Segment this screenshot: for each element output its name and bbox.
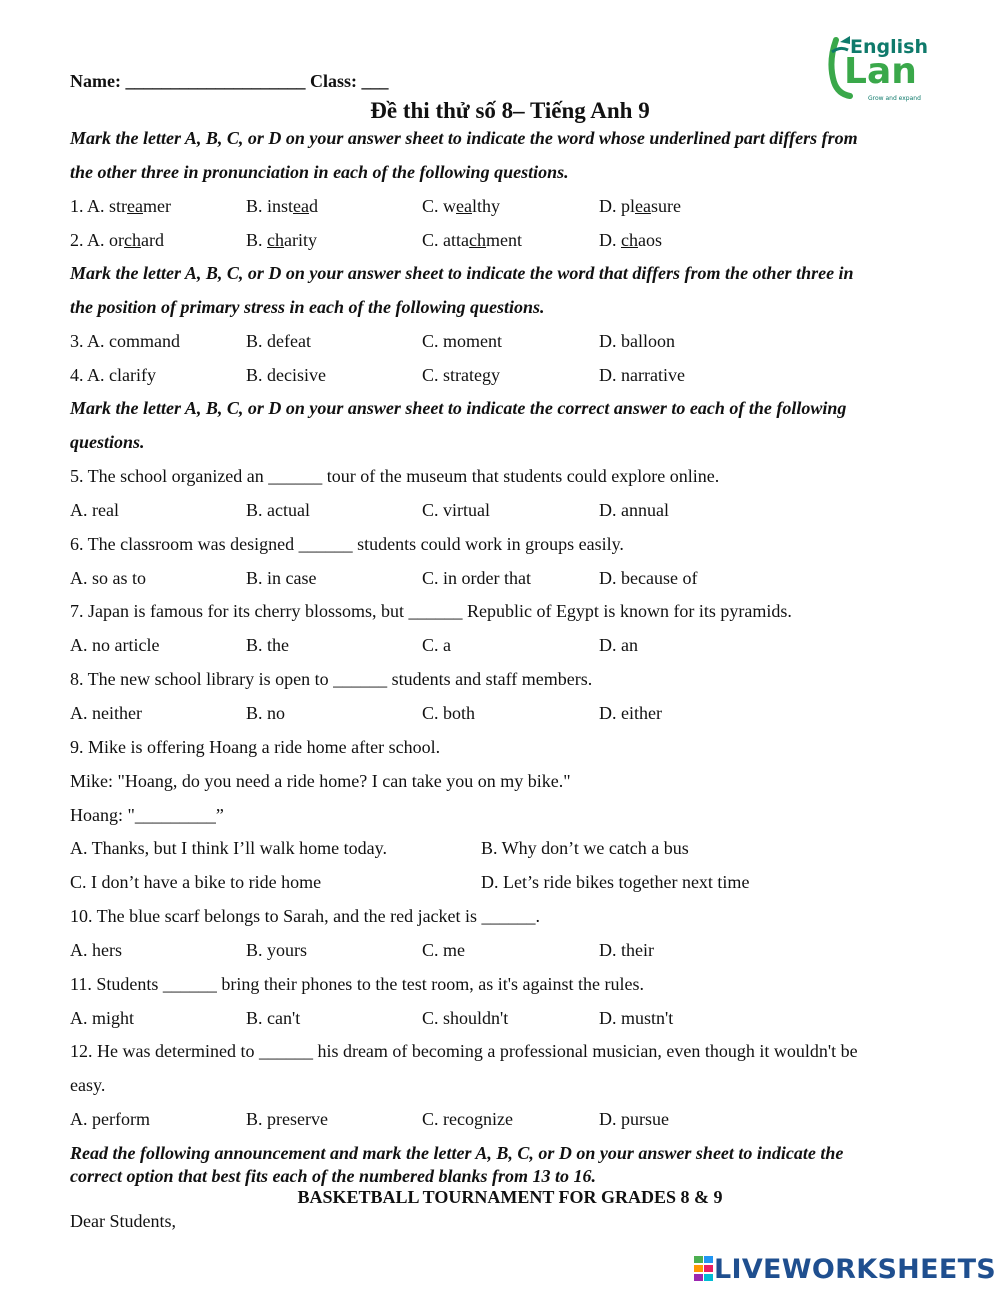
q2-option-d[interactable]: D. chaos — [599, 230, 662, 250]
q8-option-c[interactable]: C. both — [422, 703, 476, 723]
question-6-stem: 6. The classroom was designed ______ students could work in groups easily. — [70, 534, 624, 554]
q7-option-b[interactable]: B. the — [246, 635, 289, 655]
q3-option-b[interactable]: B. defeat — [246, 331, 311, 351]
question-9-mike-line: Mike: "Hoang, do you need a ride home? I can take you on my bike." — [70, 771, 571, 791]
q11-option-c[interactable]: C. shouldn't — [422, 1008, 509, 1028]
q6-option-b[interactable]: B. in case — [246, 568, 317, 588]
question-10-options — [70, 940, 940, 960]
question-9-hoang-line: Hoang: "_________” — [70, 805, 224, 825]
q5-option-c[interactable]: C. virtual — [422, 500, 490, 520]
q4-option-c[interactable]: C. strategy — [422, 365, 500, 385]
instruction-stress-2: the position of primary stress in each of the following questions. — [70, 297, 545, 317]
q3-option-c[interactable]: C. moment — [422, 331, 502, 351]
announcement-title: BASKETBALL TOURNAMENT FOR GRADES 8 & 9 — [297, 1187, 723, 1207]
q7-option-d[interactable]: D. an — [599, 635, 638, 655]
q7-option-a[interactable]: A. no article — [70, 635, 160, 655]
instruction-pronunciation-1: Mark the letter A, B, C, or D on your answer sheet to indicate the word whose underlined part differs from — [70, 128, 858, 148]
logo-english-text: English — [850, 36, 928, 58]
question-11-options — [70, 1008, 940, 1028]
question-9-stem: 9. Mike is offering Hoang a ride home after school. — [70, 737, 441, 757]
instruction-reading-2: correct option that best fits each of the numbered blanks from 13 to 16. — [70, 1166, 597, 1186]
question-10-stem: 10. The blue scarf belongs to Sarah, and the red jacket is ______. — [70, 906, 541, 926]
question-12-stem-1: 12. He was determined to ______ his dream of becoming a professional musician, even though it wouldn't be — [70, 1041, 858, 1061]
q10-option-d[interactable]: D. their — [599, 940, 654, 960]
q1-option-d[interactable]: D. pleasure — [599, 196, 681, 216]
q10-option-a[interactable]: A. hers — [70, 940, 122, 960]
q1-option-a[interactable]: 1. A. streamer — [70, 196, 171, 216]
q12-option-a[interactable]: A. perform — [70, 1109, 150, 1129]
question-12-stem-2: easy. — [70, 1075, 106, 1095]
q2-option-c[interactable]: C. attachment — [422, 230, 522, 250]
q8-option-a[interactable]: A. neither — [70, 703, 142, 723]
question-7-stem: 7. Japan is famous for its cherry blossoms, but ______ Republic of Egypt is known for its pyramids. — [70, 601, 792, 621]
logo-tagline: Grow and expand — [868, 95, 921, 102]
q4-option-b[interactable]: B. decisive — [246, 365, 326, 385]
q4-option-d[interactable]: D. narrative — [599, 365, 685, 385]
liveworksheets-brand[interactable] — [694, 1254, 996, 1284]
q7-option-c[interactable]: C. a — [422, 635, 451, 655]
q6-option-c[interactable]: C. in order that — [422, 568, 531, 588]
liveworksheets-logo-icon — [694, 1256, 714, 1282]
question-5-stem: 5. The school organized an ______ tour of the museum that students could explore online. — [70, 466, 720, 486]
english-lan-logo — [826, 32, 926, 104]
q10-option-c[interactable]: C. me — [422, 940, 465, 960]
q11-option-d[interactable]: D. mustn't — [599, 1008, 674, 1028]
q4-option-a[interactable]: 4. A. clarify — [70, 365, 156, 385]
logo-lan-text: Lan — [844, 51, 917, 92]
q5-option-a[interactable]: A. real — [70, 500, 119, 520]
question-8-options — [70, 703, 940, 723]
question-8-stem: 8. The new school library is open to ______ students and staff members. — [70, 669, 593, 689]
question-9-options-row2 — [70, 872, 940, 892]
q5-option-d[interactable]: D. annual — [599, 500, 669, 520]
instruction-pronunciation-2: the other three in pronunciation in each of the following questions. — [70, 162, 569, 182]
q8-option-b[interactable]: B. no — [246, 703, 286, 723]
q3-option-a[interactable]: 3. A. command — [70, 331, 180, 351]
q9-option-b[interactable]: B. Why don’t we catch a bus — [481, 838, 689, 858]
question-1-options — [70, 196, 940, 216]
q3-option-d[interactable]: D. balloon — [599, 331, 675, 351]
question-11-stem: 11. Students ______ bring their phones to the test room, as it's against the rules. — [70, 974, 645, 994]
page-title: Đề thi thử số 8– Tiếng Anh 9 — [370, 98, 650, 123]
q10-option-b[interactable]: B. yours — [246, 940, 308, 960]
question-12-options — [70, 1109, 940, 1129]
question-3-options — [70, 331, 940, 351]
q8-option-d[interactable]: D. either — [599, 703, 662, 723]
q2-option-a[interactable]: 2. A. orchard — [70, 230, 164, 250]
question-4-options — [70, 365, 940, 385]
q12-option-c[interactable]: C. recognize — [422, 1109, 513, 1129]
name-class-line: Name: ____________________ Class: ___ — [70, 71, 389, 91]
q11-option-b[interactable]: B. can't — [246, 1008, 301, 1028]
q1-option-c[interactable]: C. wealthy — [422, 196, 501, 216]
instruction-grammar-1: Mark the letter A, B, C, or D on your answer sheet to indicate the correct answer to each of the following — [70, 398, 847, 418]
q6-option-d[interactable]: D. because of — [599, 568, 698, 588]
q9-option-a[interactable]: A. Thanks, but I think I’ll walk home today. — [70, 838, 387, 858]
q2-option-b[interactable]: B. charity — [246, 230, 318, 250]
question-6-options — [70, 568, 940, 588]
question-9-options-row1 — [70, 838, 940, 858]
q9-option-d[interactable]: D. Let’s ride bikes together next time — [481, 872, 750, 892]
q11-option-a[interactable]: A. might — [70, 1008, 135, 1028]
q12-option-d[interactable]: D. pursue — [599, 1109, 669, 1129]
q9-option-c[interactable]: C. I don’t have a bike to ride home — [70, 872, 322, 892]
q1-option-b[interactable]: B. instead — [246, 196, 318, 216]
instruction-stress-1: Mark the letter A, B, C, or D on your answer sheet to indicate the word that differs from the other three in — [70, 263, 854, 283]
question-2-options — [70, 230, 940, 250]
q6-option-a[interactable]: A. so as to — [70, 568, 146, 588]
question-7-options — [70, 635, 940, 655]
q5-option-b[interactable]: B. actual — [246, 500, 310, 520]
instruction-grammar-2: questions. — [70, 432, 145, 452]
liveworksheets-wordmark: LIVEWORKSHEETS — [714, 1253, 997, 1285]
instruction-reading-1: Read the following announcement and mark the letter A, B, C, or D on your answer sheet to indicate the — [70, 1143, 844, 1163]
q12-option-b[interactable]: B. preserve — [246, 1109, 328, 1129]
question-5-options — [70, 500, 940, 520]
announcement-greeting: Dear Students, — [70, 1211, 176, 1231]
